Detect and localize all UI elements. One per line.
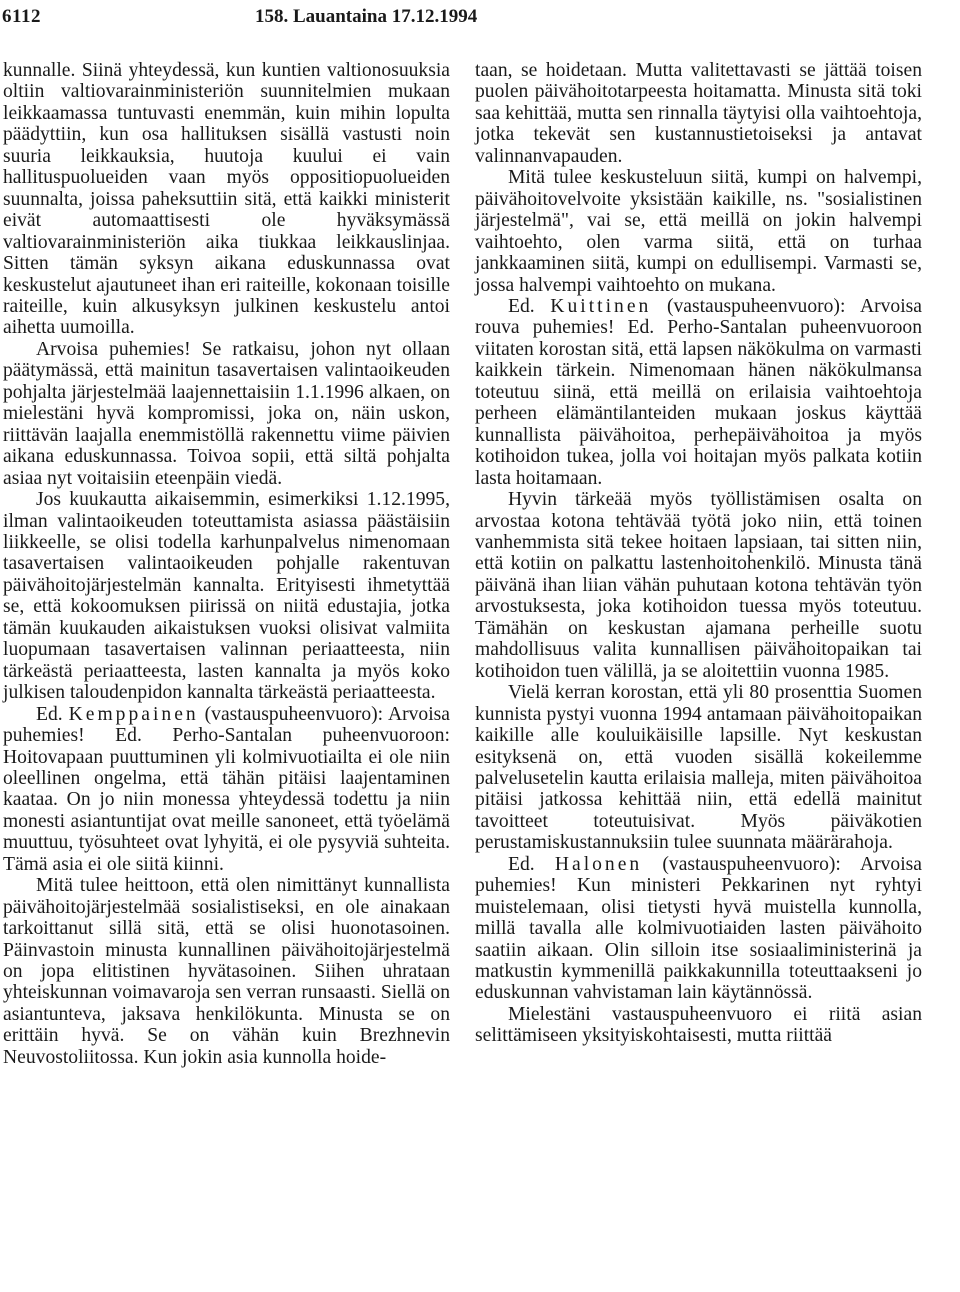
speaker-role: (vastauspuheenvuoro): [666, 295, 846, 317]
speaker-name: Kuittinen [550, 295, 652, 317]
speech-text: Arvoisa puhemies! Kun ministeri Pekkarinen nyt ryhtyi muistelemaan, olisi tietysti hyvä muistella kunnolla, millä tavalla alle kolmivuotiaiden lasten päivähoito saatiin aikaan. Olin silloin itse sosiaaliministerinä ja matkustin kymmenillä paikkakunnilla toteuttaakseni jo eduskunnan vahvistaman lain käytännössä. [475, 853, 922, 1004]
paragraph: kunnalle. Siinä yhteydessä, kun kuntien valtionosuuksia oltiin valtiovarainministeriön suunnitelmien mukaan leikkaamassa tuntuvasti enemmän, kuin mihin lopulta päädyttiin, kun osa hallituksen sisällä vastusti noin suuria leikkauksia, huutoja kuului ei vain hallituspuolueiden vaan myös oppositiopuolueiden suunnalta, joissa paheksuttiin sitä, että kaikki ministerit eivät automaattisesti ole hyväksymässä valtiovarainministeriön aika tiukkaa leikkauslinjaa. Sitten tämän syksyn aikana eduskunnassa ovat keskustelut ajautuneet ihan eri raiteille, kokonaan toisille raiteille, kuin alkusyksyn julkinen keskustelu antoi aihetta uumoilla. [3, 60, 450, 339]
speaker-role: (vastauspuheenvuoro): [662, 853, 841, 875]
paragraph: Mitä tulee heittoon, että olen nimittänyt kunnallista päivähoitojärjestelmää sosialistiseksi, en ole ainakaan tarkoittanut sillä sitä, että se olisi huonotasoinen. Päinvastoin minusta kunnallinen päivähoitojärjestelmä on jopa elitistinen hyvätasoinen. Siihen uhrataan yhteiskunnan voimavaroja sen verran runsaasti. Siellä on asiantunteva, jaksava henkilökunta. Minusta se on erittäin hyvä. Se on vähän kuin Brezhnevin Neuvostoliitossa. Kun jokin asia kunnolla hoide- [3, 875, 450, 1068]
session-date: 158. Lauantaina 17.12.1994 [255, 6, 478, 27]
page-header [0, 0, 960, 30]
speaker-entry [475, 854, 922, 1004]
page-number: 6112 [2, 6, 41, 27]
paragraph: taan, se hoidetaan. Mutta valitettavasti se jättää toisen puolen päivähoitotarpeesta hoitamatta. Minusta sitä toki saa kehittää, mutta sen rinnalla täytyisi olla vaihtoehtoja, jotka tekevät sen kustannustietoiseksi ja antavat valinnanvapauden. [475, 60, 922, 167]
right-column [475, 60, 922, 1047]
paragraph: Mitä tulee keskusteluun siitä, kumpi on halvempi, päivähoitovelvoite yksistään kaikille, ns. "sosialistinen järjestelmä", vai se, että meillä on jokin halvempi vaihtoehto, olen varma siitä, että on turhaa jankkaaminen siitä, kumpi on edullisempi. Varmasti se, jossa halvempi vaihtoehto on mukana. [475, 167, 922, 296]
left-column [3, 60, 450, 1068]
speaker-prefix: Ed. [36, 703, 63, 725]
paragraph: Vielä kerran korostan, että yli 80 prosenttia Suomen kunnista pystyi vuonna 1994 antamaan päivähoitopaikan kaikille alle kouluikäisille lapsille. Nyt keskustan esityksenä on, että vuoden sisällä kokeilemme palvelusetelin kautta erilaisia malleja, miten päivähoitoa pitäisi jatkossa kehittää niin, että edellä mainitut tavoitteet toteutuisivat. Myös päiväkotien perustamiskustannuksiin tulee suunnata määrärahoja. [475, 682, 922, 854]
speaker-entry [475, 296, 922, 489]
speaker-prefix: Ed. [508, 853, 535, 875]
paragraph: Jos kuukautta aikaisemmin, esimerkiksi 1.12.1995, ilman valintaoikeuden toteuttamista asiassa päästäisiin liikkeelle, se olisi todella karhunpalvelus nimenomaan tasavertaisen valintaoikeuden pohjalle rakentuvan päivähoitojärjestelmän kannalta. Erityisesti ihmetyttää se, että kokoomuksen piirissä on niitä edustajia, jotka tämän kuukauden aikaistuksen vuoksi olisivat valmiita luopumaan tasavertaisen valinnan periaatteesta, niin tärkeästä periaatteesta, lasten kannalta ja myös koko julkisen taloudenpidon kannalta tärkeästä periaatteesta. [3, 489, 450, 704]
speaker-role: (vastauspuheenvuoro): [204, 703, 384, 725]
speech-text: Arvoisa rouva puhemies! Ed. Perho-Santalan puheenvuoroon viitaten korostan sitä, että lapsen näkökulma on varmasti kaikkein tärkein. Nimenomaan hänen näkökulmansa toteutuu siinä, että meillä on erilaisia vaihtoehtoja perheen elämäntilanteiden mukaan joskus käyttää kunnallista päivähoitoa, perhepäivähoitoa ja myös kotihoidon tukea, jolla voi hoitajan myös palkata kotiin lasta hoitamaan. [475, 295, 922, 489]
speaker-entry [3, 704, 450, 876]
paragraph: Hyvin tärkeää myös työllistämisen osalta on arvostaa kotona tehtävää työtä joko niin, että toinen vanhemmista sitä tekee hoitaen lapsiaan, tai sitten niin, että kotiin on palkattu lastenhoitohenkilö. Minusta tänä päivänä ihan liian vähän puhutaan kotona tehtävän työn arvostuksesta, joka kotihoidon tuessa myös toteutuu. Tämähän on keskustan ajamana perheille suotu mahdollisuus valita kunnallisen päivähoitopaikan tai kotihoidon tuen välillä, ja se aloitettiin vuonna 1985. [475, 489, 922, 682]
speaker-name: Kemppainen [68, 703, 199, 725]
paragraph: Arvoisa puhemies! Se ratkaisu, johon nyt ollaan päätymässä, että mainitun tasavertaisen valintaoikeuden pohjalta järjestelmää laajennettaisiin 1.1.1996 alkaen, on mielestäni hyvä kompromissi, joka on, näin uskon, riittävän laajalla enemmistöllä rakennettu viime päivien aikana eduskunnassa. Toivoa sopii, että siltä pohjalta asiaa nyt voitaisiin eteenpäin viedä. [3, 338, 450, 489]
speaker-name: Halonen [554, 853, 643, 875]
speech-text: Arvoisa puhemies! Ed. Perho-Santalan puheenvuoroon: Hoitovapaan puuttuminen yli kolmivuotiailta ei ole niin oleellinen ongelma, että tähän pitäisi laajentaminen kaataa. On jo niin monessa yhteydessä todettu ja niin monesti asiantuntijat ovat meille sanoneet, että työelämä muuttuu, työsuhteet ovat lyhyitä, ei ole pysyviä suhteita. Tämä asia ei ole siitä kiinni. [3, 703, 450, 875]
paragraph: Mielestäni vastauspuheenvuoro ei riitä asian selittämiseen yksityiskohtaisesti, mutta riittää [475, 1003, 922, 1047]
speaker-prefix: Ed. [508, 295, 535, 317]
